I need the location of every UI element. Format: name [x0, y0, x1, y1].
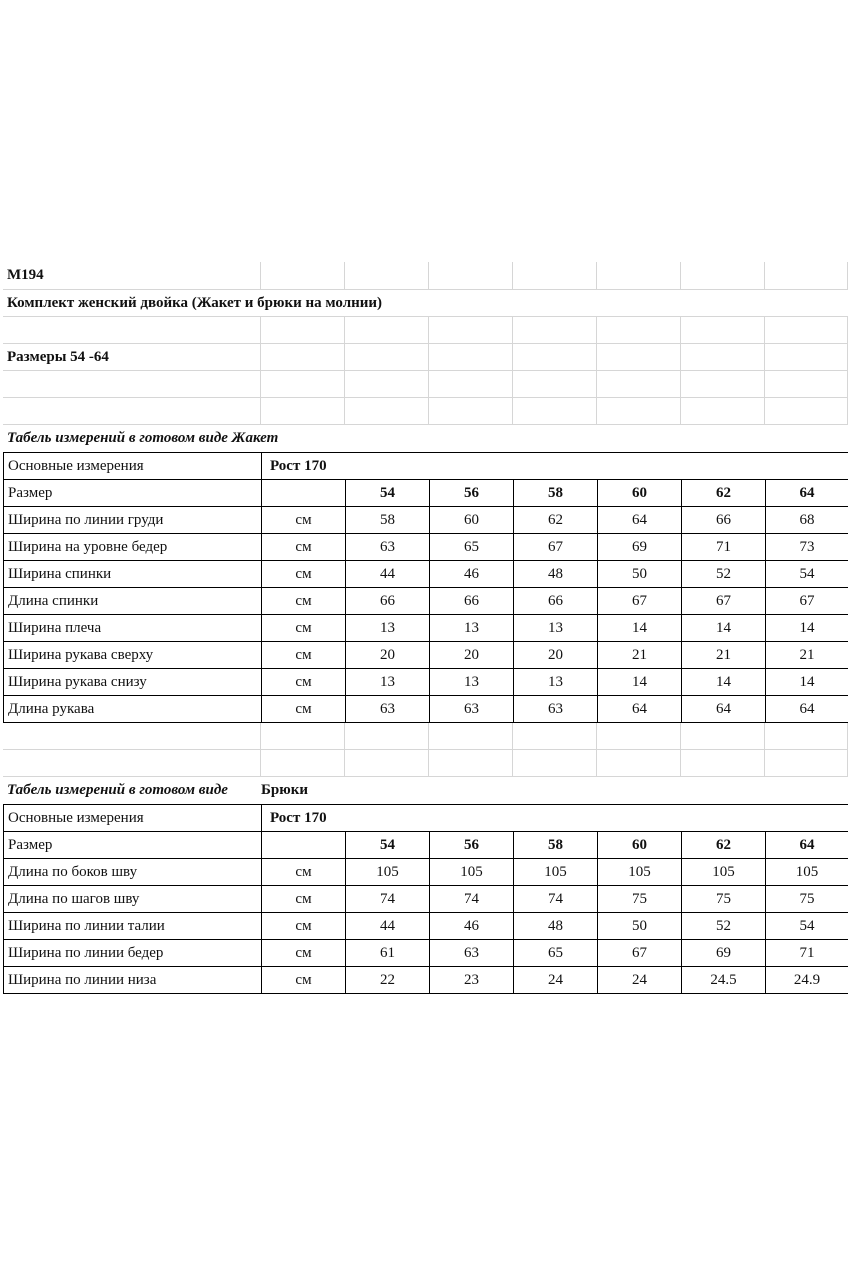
measurement-value: 50 [598, 913, 682, 940]
basic-label: Основные измерения [4, 453, 262, 480]
measurement-value: 71 [682, 534, 766, 561]
measurement-value: 105 [598, 859, 682, 886]
model-code: М194 [3, 262, 261, 290]
measurement-unit: см [262, 615, 346, 642]
header-block [3, 262, 848, 452]
measurement-value: 63 [346, 534, 430, 561]
measurement-name: Длина рукава [4, 696, 262, 723]
measurement-value: 48 [514, 913, 598, 940]
measurement-value: 69 [598, 534, 682, 561]
measurement-unit: см [262, 588, 346, 615]
empty-row [3, 398, 848, 425]
basic-row [4, 805, 848, 832]
measurement-value: 60 [430, 507, 514, 534]
empty-row [3, 723, 848, 750]
measurement-row [4, 669, 848, 696]
model-row [3, 262, 848, 290]
measurement-value: 13 [430, 669, 514, 696]
size-label: Размер [4, 832, 262, 859]
measurement-unit: см [262, 669, 346, 696]
measurement-value: 67 [514, 534, 598, 561]
measurement-value: 74 [346, 886, 430, 913]
measurement-value: 23 [430, 967, 514, 994]
size-header: 62 [682, 832, 766, 859]
measurement-name: Ширина рукава сверху [4, 642, 262, 669]
measurement-value: 75 [598, 886, 682, 913]
size-header: 54 [346, 480, 430, 507]
measurement-value: 13 [346, 669, 430, 696]
measurement-value: 46 [430, 561, 514, 588]
measurement-row [4, 913, 848, 940]
measurement-name: Ширина по линии талии [4, 913, 262, 940]
measurement-value: 14 [766, 615, 848, 642]
measurement-value: 71 [766, 940, 848, 967]
size-header: 62 [682, 480, 766, 507]
size-chart-sheet [3, 262, 848, 994]
measurement-row [4, 588, 848, 615]
empty-row [3, 317, 848, 344]
size-header: 58 [514, 480, 598, 507]
size-header: 58 [514, 832, 598, 859]
height-label: Рост 170 [262, 453, 848, 480]
size-header: 64 [766, 480, 848, 507]
measurement-unit: см [262, 534, 346, 561]
measurement-value: 14 [682, 615, 766, 642]
measurement-row [4, 886, 848, 913]
measurement-value: 21 [682, 642, 766, 669]
measurement-name: Длина по шагов шву [4, 886, 262, 913]
measurement-value: 54 [766, 913, 848, 940]
measurement-value: 14 [598, 615, 682, 642]
measurement-value: 14 [766, 669, 848, 696]
measurement-row [4, 642, 848, 669]
measurement-unit: см [262, 642, 346, 669]
measurement-value: 66 [682, 507, 766, 534]
measurement-value: 69 [682, 940, 766, 967]
sizes-row [3, 344, 848, 371]
measurement-value: 46 [430, 913, 514, 940]
measurement-value: 63 [430, 696, 514, 723]
measurement-value: 66 [514, 588, 598, 615]
measurement-value: 63 [430, 940, 514, 967]
measurement-row [4, 534, 848, 561]
measurement-value: 54 [766, 561, 848, 588]
measurement-value: 105 [514, 859, 598, 886]
measurement-unit: см [262, 940, 346, 967]
measurement-value: 13 [514, 669, 598, 696]
measurement-value: 52 [682, 561, 766, 588]
trousers-measurements-table [3, 804, 848, 994]
measurement-value: 48 [514, 561, 598, 588]
size-header-row [4, 480, 848, 507]
measurement-value: 44 [346, 913, 430, 940]
jacket-caption: Табель измерений в готовом виде Жакет [7, 430, 279, 446]
measurement-value: 63 [514, 696, 598, 723]
measurement-unit: см [262, 859, 346, 886]
measurement-name: Ширина рукава снизу [4, 669, 262, 696]
measurement-value: 14 [598, 669, 682, 696]
measurement-value: 58 [346, 507, 430, 534]
measurement-value: 105 [346, 859, 430, 886]
measurement-value: 105 [766, 859, 848, 886]
measurement-unit: см [262, 913, 346, 940]
measurement-value: 24 [598, 967, 682, 994]
trousers-caption-item: Брюки [261, 782, 309, 798]
basic-label: Основные измерения [4, 805, 262, 832]
empty-row [3, 371, 848, 398]
jacket-measurements-table [3, 452, 848, 723]
measurement-value: 73 [766, 534, 848, 561]
height-label: Рост 170 [262, 805, 848, 832]
measurement-value: 62 [514, 507, 598, 534]
measurement-name: Ширина на уровне бедер [4, 534, 262, 561]
measurement-name: Ширина плеча [4, 615, 262, 642]
measurement-value: 20 [430, 642, 514, 669]
empty-row [3, 750, 848, 777]
measurement-value: 64 [766, 696, 848, 723]
measurement-value: 24 [514, 967, 598, 994]
measurement-value: 13 [514, 615, 598, 642]
measurement-name: Ширина спинки [4, 561, 262, 588]
size-header-row [4, 832, 848, 859]
measurement-value: 22 [346, 967, 430, 994]
title-row [3, 290, 848, 317]
measurement-value: 64 [598, 696, 682, 723]
measurement-value: 75 [766, 886, 848, 913]
size-header: 64 [766, 832, 848, 859]
measurement-row [4, 696, 848, 723]
measurement-row [4, 615, 848, 642]
sizes-range: Размеры 54 -64 [3, 344, 261, 371]
measurement-value: 63 [346, 696, 430, 723]
measurement-value: 67 [598, 940, 682, 967]
basic-row [4, 453, 848, 480]
measurement-row [4, 967, 848, 994]
measurement-name: Длина спинки [4, 588, 262, 615]
measurement-value: 67 [682, 588, 766, 615]
size-header: 60 [598, 480, 682, 507]
measurement-value: 105 [430, 859, 514, 886]
measurement-name: Длина по боков шву [4, 859, 262, 886]
trousers-caption-row [3, 777, 848, 804]
measurement-value: 21 [766, 642, 848, 669]
measurement-name: Ширина по линии бедер [4, 940, 262, 967]
size-header: 54 [346, 832, 430, 859]
measurement-value: 24.5 [682, 967, 766, 994]
measurement-row [4, 507, 848, 534]
measurement-row [4, 859, 848, 886]
measurement-unit: см [262, 967, 346, 994]
jacket-caption-row [3, 425, 848, 452]
measurement-value: 66 [430, 588, 514, 615]
measurement-row [4, 561, 848, 588]
measurement-value: 68 [766, 507, 848, 534]
measurement-value: 65 [430, 534, 514, 561]
measurement-unit: см [262, 507, 346, 534]
measurement-value: 13 [346, 615, 430, 642]
size-header: 56 [430, 832, 514, 859]
measurement-unit: см [262, 696, 346, 723]
trousers-caption: Табель измерений в готовом виде [7, 782, 228, 798]
measurement-value: 50 [598, 561, 682, 588]
measurement-value: 20 [346, 642, 430, 669]
measurement-value: 67 [766, 588, 848, 615]
measurement-value: 14 [682, 669, 766, 696]
measurement-value: 52 [682, 913, 766, 940]
measurement-unit: см [262, 886, 346, 913]
measurement-value: 20 [514, 642, 598, 669]
measurement-row [4, 940, 848, 967]
product-title: Комплект женский двойка (Жакет и брюки на молнии) [3, 290, 848, 317]
measurement-value: 66 [346, 588, 430, 615]
measurement-name: Ширина по линии груди [4, 507, 262, 534]
measurement-value: 105 [682, 859, 766, 886]
measurement-value: 75 [682, 886, 766, 913]
measurement-value: 74 [430, 886, 514, 913]
measurement-value: 44 [346, 561, 430, 588]
measurement-value: 64 [598, 507, 682, 534]
size-label: Размер [4, 480, 262, 507]
size-header: 60 [598, 832, 682, 859]
measurement-value: 61 [346, 940, 430, 967]
measurement-value: 67 [598, 588, 682, 615]
measurement-value: 13 [430, 615, 514, 642]
measurement-value: 74 [514, 886, 598, 913]
measurement-unit: см [262, 561, 346, 588]
size-header: 56 [430, 480, 514, 507]
measurement-name: Ширина по линии низа [4, 967, 262, 994]
gap-block [3, 723, 848, 804]
measurement-value: 21 [598, 642, 682, 669]
measurement-value: 24.9 [766, 967, 848, 994]
measurement-value: 64 [682, 696, 766, 723]
measurement-value: 65 [514, 940, 598, 967]
